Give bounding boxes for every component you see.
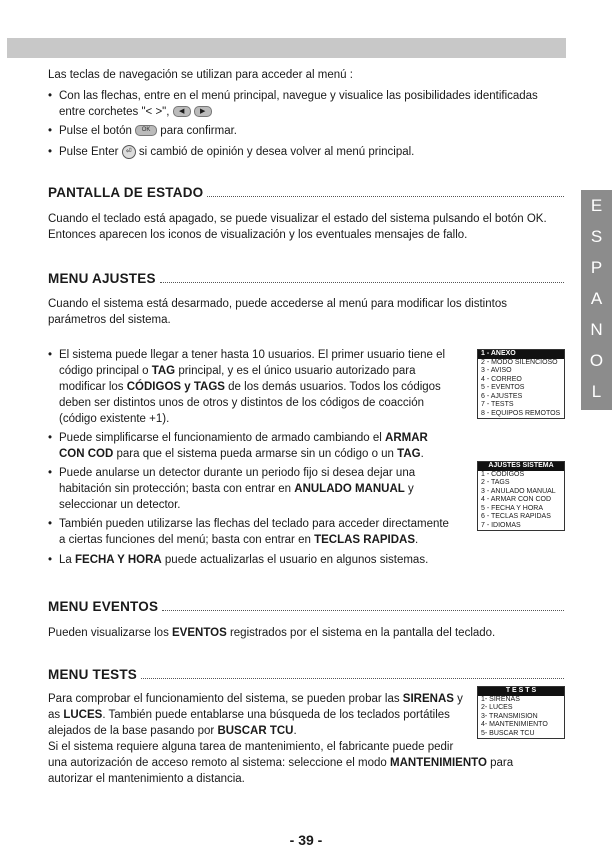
dotted-leader: [162, 609, 564, 611]
menu-box-item: 5 - FECHA Y HORA: [481, 504, 543, 512]
menu-box-item: 6 - TECLAS RAPIDAS: [481, 513, 551, 520]
intro-bullet-text: si cambió de opinión y desea volver al menú principal.: [138, 146, 415, 158]
intro-bullet-ok: [48, 123, 237, 139]
bullet-text: a ciertas funciones del menú; basta con entrar en: [59, 534, 315, 546]
paragraph-line: autorizar el mantenimiento a distancia.: [48, 773, 245, 785]
paragraph-line: para: [486, 757, 514, 769]
bullet-text: puede actualizarlas el usuario en algunos sistemas.: [161, 554, 429, 566]
menu-box-item: 7 - TESTS: [481, 401, 514, 408]
menu-box-title: AJUSTES SISTEMA: [478, 462, 564, 471]
intro-bullet-text: Pulse Enter: [59, 146, 119, 158]
heading-text: PANTALLA DE ESTADO: [48, 185, 204, 200]
header-bar: [7, 38, 566, 58]
bullet-text: .: [420, 448, 424, 460]
ajustes-bullet-anulado: [48, 465, 469, 513]
language-tab-letter: E: [590, 196, 603, 215]
paragraph-bold: LUCES: [63, 709, 103, 721]
bullet-text: También pueden utilizarse las flechas del teclado para acceder directamente: [59, 518, 449, 530]
menu-box-item: 3- TRANSMISION: [481, 712, 538, 720]
bullet-text: principal, y es el único usuario autorizado para: [175, 365, 416, 377]
bullet-text: Puede anularse un detector durante un periodo fijo si desea dejar una: [59, 467, 416, 479]
intro-text: Las teclas de navegación se utilizan para acceder al menú :: [48, 69, 353, 81]
ajustes-bullet-armar: [48, 430, 469, 462]
paragraph-bold: BUSCAR TCU: [217, 725, 294, 737]
language-tab-letter: P: [590, 258, 603, 277]
tests-paragraph: [48, 691, 513, 787]
bullet-text: deben ser distintos unos de otros y distintos de los códigos de coacción: [59, 397, 425, 409]
ajustes-bullet-fecha: [48, 552, 469, 568]
language-tab: [581, 190, 612, 410]
menu-box-item: 3 - AVISO: [481, 367, 512, 374]
menu-box-item: 4 - ARMAR CON COD: [481, 496, 552, 503]
menu-box-title: 1 - ANEXO: [478, 350, 564, 359]
language-tab-letter: N: [590, 320, 603, 339]
menu-box-item: 1 - CODIGOS: [481, 470, 525, 478]
menu-box-item: 4- MANTENIMIENTO: [481, 721, 548, 728]
intro-bullet-enter: [48, 144, 414, 160]
bullet-text: El sistema puede llegar a tener hasta 10 usuarios. El primer usuario tiene el: [59, 349, 446, 361]
estado-paragraph: [48, 211, 547, 243]
bullet-bold: ANULADO MANUAL: [294, 483, 405, 495]
bullet-bold: FECHA Y HORA: [75, 554, 162, 566]
language-tab-letter: S: [590, 227, 603, 246]
intro-bullet-text: Con las flechas, entre en el menú principal, navegue y visualice las posibilidades identificadas: [59, 90, 538, 102]
menu-box-item: 4 - CORREO: [481, 375, 522, 383]
page-number: - 39 -: [289, 832, 323, 848]
menu-box-item: 8 - EQUIPOS REMOTOS: [481, 409, 561, 417]
tests-menu-box: [477, 686, 565, 739]
bullet-text: (código existente +1).: [59, 413, 170, 425]
main-menu-box: [477, 349, 565, 419]
menu-box-item: 5 - EVENTOS: [481, 384, 525, 391]
section-heading-ajustes: [48, 271, 564, 286]
paragraph-line: registrados por el sistema en la pantalla del teclado.: [226, 627, 496, 639]
paragraph-line: Cuando el sistema está desarmado, puede accederse al menú para modificar los distintos: [48, 298, 507, 310]
paragraph-line: parámetros del sistema.: [48, 314, 171, 326]
menu-box-item: 5- BUSCAR TCU: [481, 729, 535, 737]
bullet-bold: TAG: [397, 448, 421, 460]
bullet-bold: TECLAS RAPIDAS: [314, 534, 416, 546]
bullet-text: habitación sin protección; basta con entrar en: [59, 483, 295, 495]
heading-text: MENU AJUSTES: [48, 271, 156, 286]
bullet-text: de los demás usuarios. Todos los códigos: [224, 381, 441, 393]
ajustes-menu-box: [477, 461, 565, 531]
heading-text: MENU TESTS: [48, 667, 138, 682]
paragraph-line: una autorización de acceso remoto al sistema: seleccione el modo: [48, 757, 390, 769]
section-heading-estado: [48, 185, 564, 200]
bullet-text: La: [59, 554, 75, 566]
paragraph-line: alejados de la base pasando por: [48, 725, 218, 737]
bullet-text: código principal o: [59, 365, 152, 377]
paragraph-bold: EVENTOS: [172, 627, 227, 639]
paragraph-line: y: [453, 693, 463, 705]
bullet-text: y: [404, 483, 414, 495]
menu-box-item: 2 - TAGS: [481, 479, 510, 486]
paragraph-line: .: [293, 725, 297, 737]
bullet-bold: ARMAR: [385, 432, 428, 444]
paragraph-line: Para comprobar el funcionamiento del sistema, se pueden probar las: [48, 693, 403, 705]
intro-bullet-text: para confirmar.: [160, 125, 237, 137]
dotted-leader: [141, 677, 564, 679]
dotted-leader: [160, 281, 564, 283]
dotted-leader: [207, 195, 564, 197]
bullet-bold: TAG: [151, 365, 176, 377]
section-heading-eventos: [48, 599, 564, 614]
paragraph-line: Si el sistema requiere alguna tarea de mantenimiento, el fabricante puede pedir: [48, 741, 454, 753]
section-heading-tests: [48, 667, 564, 682]
ajustes-paragraph: [48, 296, 507, 328]
paragraph-line: Pueden visualizarse los: [48, 627, 173, 639]
bullet-text: .: [415, 534, 419, 546]
bullet-text: modificar los: [59, 381, 127, 393]
paragraph-line: . También puede entablarse una búsqueda de los teclados portátiles: [102, 709, 450, 721]
menu-box-item: 1- SIRENAS: [481, 695, 520, 703]
ajustes-bullet-teclas: [48, 516, 469, 548]
intro-bullet-text: entre corchetes "< >",: [59, 106, 170, 118]
menu-box-item: 2- LUCES: [481, 704, 513, 711]
paragraph-bold: SIRENAS: [402, 693, 454, 705]
right-arrow-key-icon: ▶: [194, 106, 212, 117]
menu-box-item: 2 - MODO SILENCIOSO: [481, 358, 558, 366]
intro-bullet-arrows: [48, 88, 538, 120]
bullet-text: Puede simplificarse el funcionamiento de armado cambiando el: [59, 432, 386, 444]
bullet-text: seleccionar un detector.: [59, 499, 181, 511]
language-tab-letter: O: [589, 351, 604, 370]
bullet-bold: CÓDIGOS y TAGS: [126, 381, 225, 393]
language-tab-letter: A: [590, 289, 603, 308]
paragraph-line: Entonces aparecen los iconos de visualización y los eventuales mensajes de fallo.: [48, 229, 468, 241]
paragraph-line: as: [48, 709, 64, 721]
bullet-bold: CON COD: [59, 448, 114, 460]
menu-box-item: 3 - ANULADO MANUAL: [481, 487, 556, 495]
paragraph-line: Cuando el teclado está apagado, se puede visualizar el estado del sistema pulsando el botón OK.: [48, 213, 547, 225]
left-arrow-key-icon: ◀: [173, 106, 191, 117]
ajustes-bullet-usuarios: [48, 347, 469, 427]
paragraph-bold: MANTENIMIENTO: [390, 757, 487, 769]
heading-text: MENU EVENTOS: [48, 599, 159, 614]
enter-key-icon: ⏎: [122, 145, 136, 159]
menu-box-title: T E S T S: [478, 687, 564, 696]
ok-key-icon: OK: [135, 125, 157, 136]
language-tab-letter: L: [591, 382, 602, 401]
bullet-text: para que el sistema pueda armarse sin un código o un: [113, 448, 398, 460]
menu-box-item: 6 - AJUSTES: [481, 392, 523, 400]
menu-box-item: 7 - IDIOMAS: [481, 521, 521, 529]
eventos-paragraph: [48, 625, 495, 641]
intro-bullet-text: Pulse el botón: [59, 125, 132, 137]
